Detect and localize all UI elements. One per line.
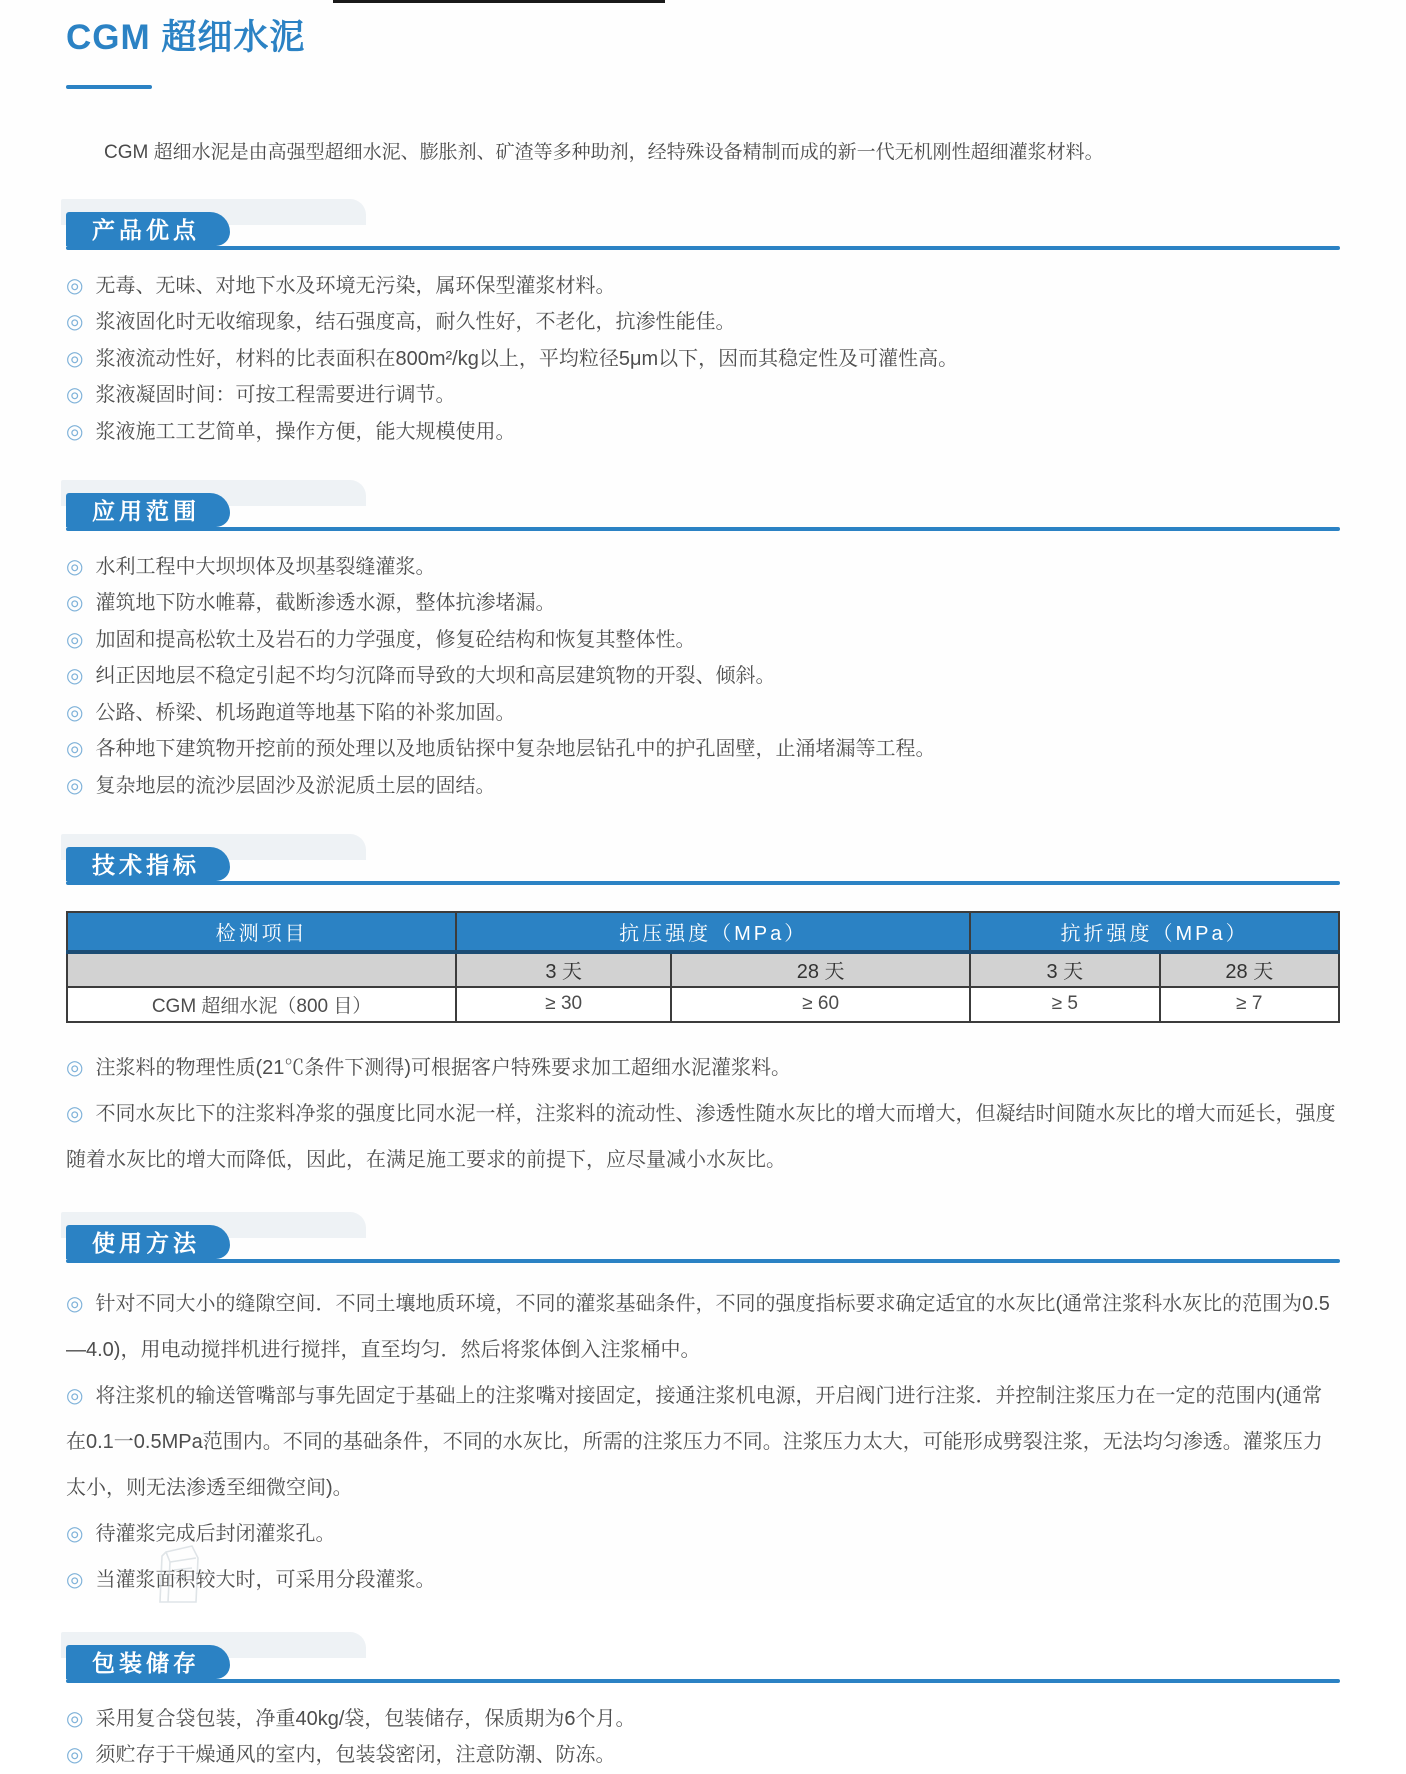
section-tab-usage [66,1225,230,1259]
bullet-icon: ◎ [66,628,84,651]
bullet-icon: ◎ [66,592,84,615]
section-underline [66,1679,1340,1683]
section-heading-label: 技术指标 [92,852,200,879]
bullet-item [66,341,1340,378]
bullet-text: 公路、桥梁、机场跑道等地基下陷的补浆加固。 [95,701,516,724]
bullet-item [66,414,1340,451]
bullet-item [66,377,1340,414]
section-packaging [66,1645,1340,1774]
bullet-text: 无毒、无味、对地下水及环境无污染，属环保型灌浆材料。 [95,274,616,297]
bullet-icon: ◎ [66,555,84,578]
cement-bag-sketch [132,1542,224,1604]
page-title: CGM 超细水泥 [66,18,306,57]
col-header-flexural: 抗折强度（MPa） [970,912,1339,952]
section-specs [66,847,1340,1183]
col-header-compressive: 抗压强度（MPa） [456,912,970,952]
bullet-text: 将注浆机的输送管嘴部与事先固定于基础上的注浆嘴对接固定，接通注浆机电源，开启阀门进行注浆．并控制注浆压力在一定的范围内(通常在0.1一0.5MPa范围内。不同的基础条件，不同的水灰比，所需的注浆压力不同。注浆压力太大，可能形成劈裂注浆，无法均匀渗透。灌浆压力太小，则无法渗透至细微空间)。 [66,1384,1323,1499]
bullet-icon: ◎ [66,1384,84,1407]
section-underline [66,246,1340,250]
section-usage [66,1225,1340,1603]
bullet-icon: ◎ [66,665,84,688]
section-advantages [66,212,1340,451]
bullet-item [66,1701,1340,1738]
bullet-icon: ◎ [66,701,84,724]
subheader-cell: 28 天 [1160,952,1339,987]
section-tab-specs [66,847,230,881]
bullet-item [66,304,1340,341]
bullet-text: 浆液固化时无收缩现象，结石强度高，耐久性好，不老化，抗渗性能佳。 [95,311,736,334]
table-header-row [67,912,1339,952]
section-tab-advantages [66,212,230,246]
bullet-item [66,695,1340,732]
table-subheader-row [67,952,1339,987]
bullet-icon: ◎ [66,1056,84,1079]
bullet-text: 纠正因地层不稳定引起不均匀沉降而导致的大坝和高层建筑物的开裂、倾斜。 [95,665,776,688]
bullet-icon: ◎ [66,311,84,334]
subheader-empty-cell [67,952,456,987]
section-header-applications [66,493,1340,531]
bullet-item [66,268,1340,305]
bullet-icon: ◎ [66,1568,84,1591]
section-underline [66,1259,1340,1263]
section-heading-label: 产品优点 [92,217,200,244]
bullet-list [66,268,1340,451]
bullet-item [66,1511,1340,1557]
section-heading-label: 包装储存 [92,1650,200,1677]
section-applications [66,493,1340,805]
section-heading-label: 使用方法 [92,1230,200,1257]
bullet-text: 复杂地层的流沙层固沙及淤泥质土层的固结。 [95,775,496,798]
bullet-item [66,658,1340,695]
subheader-cell: 3 天 [456,952,671,987]
row-value-cell: ≥ 5 [970,987,1160,1022]
bullet-text: 不同水灰比下的注浆料净浆的强度比同水泥一样，注浆料的流动性、渗透性随水灰比的增大而增大，但凝结时间随水灰比的增大而延长，强度随着水灰比的增大而降低，因此，在满足施工要求的前提下，应尽量减小水灰比。 [66,1102,1336,1171]
section-underline [66,881,1340,885]
bullet-item [66,731,1340,768]
intro-paragraph: CGM 超细水泥是由高强型超细水泥、膨胀剂、矿渣等多种助剂，经特殊设备精制而成的新一代无机刚性超细灌浆材料。 [104,142,1104,164]
section-header-specs [66,847,1340,885]
bullet-text: 浆液流动性好，材料的比表面积在800m²/kg以上，平均粒径5μm以下，因而其稳定性及可灌性高。 [95,347,959,370]
bullet-icon: ◎ [66,738,84,761]
section-heading-label: 应用范围 [92,498,200,525]
bullet-icon: ◎ [66,1522,84,1545]
bullet-item [66,1281,1340,1373]
section-underline [66,527,1340,531]
col-header-item: 检测项目 [67,912,456,952]
bullet-icon: ◎ [66,775,84,798]
bullet-text: 浆液凝固时间：可按工程需要进行调节。 [95,384,456,407]
bullet-text: 灌筑地下防水帷幕，截断渗透水源，整体抗渗堵漏。 [95,592,556,615]
bullet-item [66,1373,1340,1511]
bullet-icon: ◎ [66,347,84,370]
bullet-text: 针对不同大小的缝隙空间．不同土壤地质环境，不同的灌浆基础条件，不同的强度指标要求确定适宜的水灰比(通常注浆科水灰比的范围为0.5—4.0)，用电动搅拌机进行搅拌，直至均匀．然后将浆体倒入注浆桶中。 [66,1292,1330,1361]
bullet-icon: ◎ [66,1102,84,1125]
section-header-advantages [66,212,1340,250]
section-tab-applications [66,493,230,527]
bullet-item [66,768,1340,805]
bullet-item [66,1557,1340,1603]
bullet-text: 各种地下建筑物开挖前的预处理以及地质钻探中复杂地层钻孔中的护孔固壁，止涌堵漏等工程。 [95,738,936,761]
bullet-item [66,1045,1340,1091]
subheader-cell: 3 天 [970,952,1160,987]
row-name-cell: CGM 超细水泥（800 目） [67,987,456,1022]
bullet-list [66,549,1340,805]
bullet-list [66,1281,1340,1603]
bullet-text: 待灌浆完成后封闭灌浆孔。 [95,1522,336,1545]
bullet-list [66,1045,1340,1183]
page-top-mark [333,0,665,3]
row-value-cell: ≥ 30 [456,987,671,1022]
bullet-text: 水利工程中大坝坝体及坝基裂缝灌浆。 [95,555,436,578]
section-header-usage [66,1225,1340,1263]
row-value-cell: ≥ 7 [1160,987,1339,1022]
bullet-text: 当灌浆面积较大时，可采用分段灌浆。 [95,1568,436,1591]
bullet-item [66,585,1340,622]
bullet-icon: ◎ [66,1744,84,1767]
bullet-icon: ◎ [66,420,84,443]
bullet-icon: ◎ [66,1292,84,1315]
bullet-text: 注浆料的物理性质(21℃条件下测得)可根据客户特殊要求加工超细水泥灌浆料。 [95,1056,792,1079]
bullet-icon: ◎ [66,384,84,407]
table-row [67,987,1339,1022]
bullet-list [66,1701,1340,1774]
bullet-item [66,1091,1340,1183]
sections-container [66,212,1340,1774]
section-tab-packaging [66,1645,230,1679]
bullet-item [66,549,1340,586]
subheader-cell: 28 天 [671,952,970,987]
bullet-item [66,1737,1340,1774]
bullet-item [66,622,1340,659]
bullet-text: 采用复合袋包装，净重40kg/袋，包装储存，保质期为6个月。 [95,1707,636,1730]
specs-table [66,911,1340,1023]
bullet-icon: ◎ [66,1707,84,1730]
section-header-packaging [66,1645,1340,1683]
bullet-text: 须贮存于干燥通风的室内，包装袋密闭，注意防潮、防冻。 [95,1744,616,1767]
bullet-icon: ◎ [66,274,84,297]
title-underline [66,85,152,89]
bullet-text: 加固和提高松软土及岩石的力学强度，修复砼结构和恢复其整体性。 [95,628,696,651]
bullet-text: 浆液施工工艺简单，操作方便，能大规模使用。 [95,420,516,443]
row-value-cell: ≥ 60 [671,987,970,1022]
